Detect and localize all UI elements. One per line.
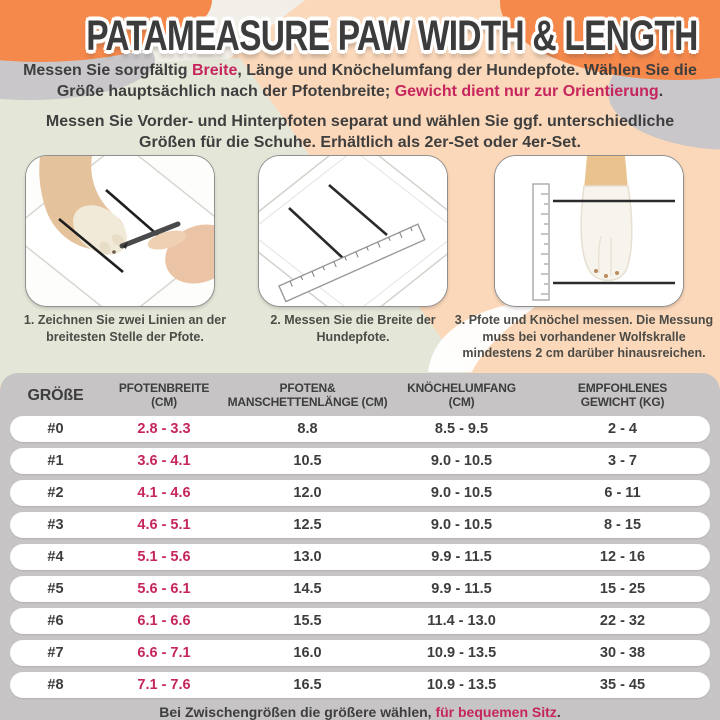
paw-drawing-lines-illustration (26, 156, 215, 307)
intro-paragraph-2: Messen Sie Vorder- und Hinterpfoten separat und wählen Sie ggf. unterschiedliche Größen für die Schuhe. Erhältlich als 2er-Set oder 4er-Set. (45, 113, 675, 151)
table-row: #8 7.1 - 7.6 16.5 10.9 - 13.5 35 - 45 (10, 672, 710, 698)
column-header-gewicht: EMPFOHLENES GEWICHT (KG) (577, 381, 668, 409)
page-title: PATAMEASURE PAW WIDTH & LENGTH (86, 12, 698, 60)
intro-1-mid: , Länge und Knöchelumfang der Hundepfote. Wählen Sie die Größe hauptsächlich nach der Pfotenbreite; (56, 62, 697, 100)
table-row: #7 6.6 - 7.1 16.0 10.9 - 13.5 30 - 38 (10, 640, 710, 666)
intro-1-post: . (658, 82, 664, 100)
step-2-panel (258, 155, 448, 307)
intro-paragraph-1 (9, 61, 711, 103)
size-table (0, 373, 720, 720)
column-header-manschettenlaenge: PFOTEN& MANSCHETTENLÄNGE (CM) (227, 381, 388, 409)
step-1-caption: 1. Zeichnen Sie zwei Linien an der breitesten Stelle der Pfote. (23, 313, 227, 344)
step-3-panel (494, 155, 684, 307)
paw-ankle-ruler-illustration (495, 156, 684, 307)
table-row: #5 5.6 - 6.1 14.5 9.9 - 11.5 15 - 25 (10, 576, 710, 602)
column-header-pfotenbreite: PFOTENBREITE (CM) (118, 381, 210, 409)
table-row: #3 4.6 - 5.1 12.5 9.0 - 10.5 8 - 15 (10, 512, 710, 538)
step-2-caption: 2. Messen Sie die Breite der Hundepfote. (270, 313, 436, 344)
intro-1-pre: Messen Sie sorgfältig (23, 62, 192, 79)
step-1-panel (25, 155, 215, 307)
footnote-highlight: für bequemen Sitz (435, 704, 557, 720)
step-3-caption: 3. Pfote und Knöchel messen. Die Messung muss bei vorhandener Wolfskralle mindestens 2 cm darüber hinausreichen. (454, 313, 714, 360)
table-row: #2 4.1 - 4.6 12.0 9.0 - 10.5 6 - 11 (10, 480, 710, 506)
intro-1-highlight-gewicht: Gewicht dient nur zur Orientierung (394, 82, 659, 100)
table-row: #4 5.1 - 5.6 13.0 9.9 - 11.5 12 - 16 (10, 544, 710, 570)
column-header-knoechelumfang: KNÖCHELUMFANG (CM) (407, 381, 516, 409)
table-row: #1 3.6 - 4.1 10.5 9.0 - 10.5 3 - 7 (10, 448, 710, 474)
intro-1-highlight-breite: Breite (192, 62, 238, 79)
footnote-post: . (556, 704, 561, 720)
table-footnote (10, 704, 710, 720)
ruler-measuring-width-illustration (259, 156, 448, 307)
table-row: #0 2.8 - 3.3 8.8 8.5 - 9.5 2 - 4 (10, 416, 710, 442)
size-table-header (10, 379, 710, 413)
column-header-groesse: GRÖßE (27, 386, 84, 404)
footnote-pre: Bei Zwischengrößen die größere wählen, (159, 704, 436, 720)
table-row: #6 6.1 - 6.6 15.5 11.4 - 13.0 22 - 32 (10, 608, 710, 634)
